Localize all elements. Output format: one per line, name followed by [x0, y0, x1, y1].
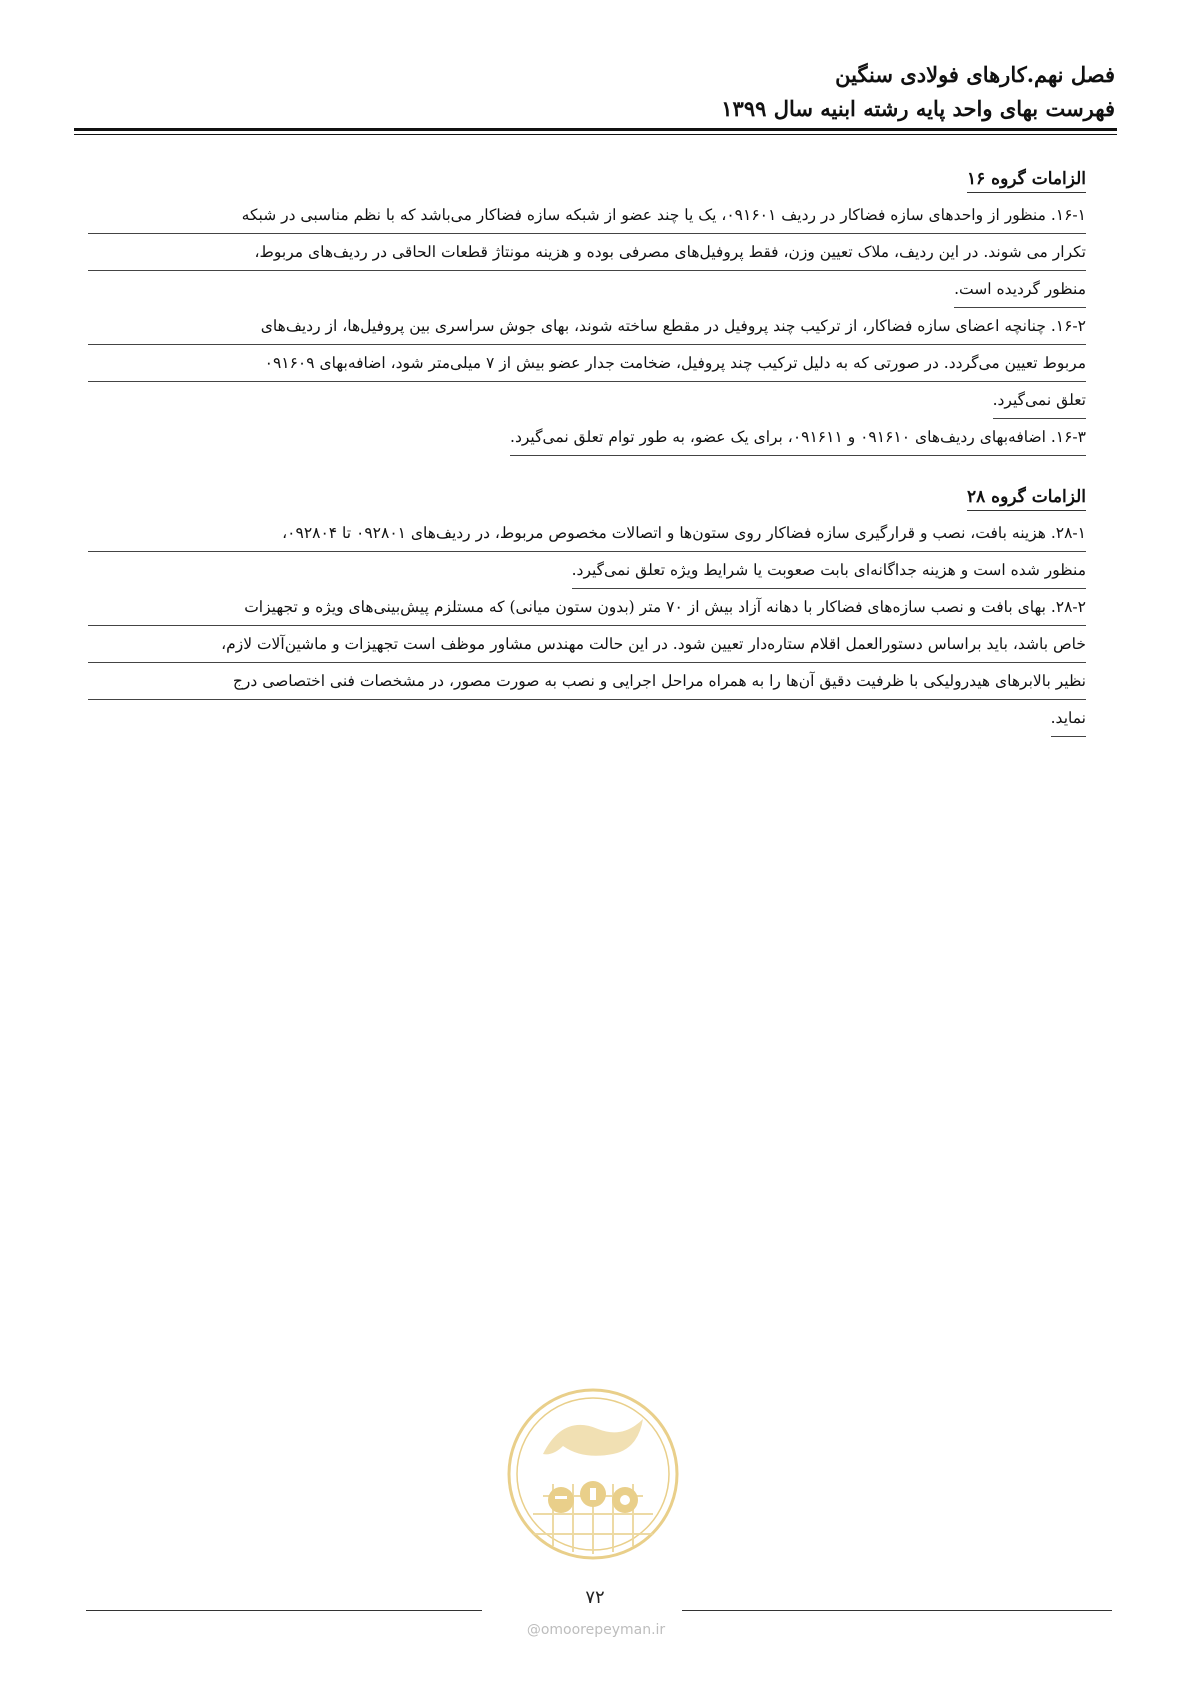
section-title: الزامات گروه ۱۶: [967, 166, 1086, 193]
clause-line: ۱۶-۳. اضافه‌بهای ردیف‌های ۰۹۱۶۱۰ و ۰۹۱۶۱۱، برای یک عضو، به طور توام تعلق نمی‌گیرد.: [510, 419, 1086, 456]
price-list-title: فهرست بهای واحد پایه رشته ابنیه سال ۱۳۹۹: [721, 96, 1115, 121]
clause-line: ۱۶-۱. منظور از واحدهای سازه فضاکار در ردیف ۰۹۱۶۰۱، یک یا چند عضو از شبکه سازه فضاکار می‌باشد که با نظم مناسبی در شبکه: [88, 197, 1086, 234]
clause-16-3: [88, 419, 1086, 456]
watermark-logo-icon: [503, 1384, 683, 1564]
page-header: [76, 58, 1115, 126]
section-group-16: [88, 166, 1086, 456]
clause-line: منظور شده است و هزینه جداگانه‌ای بابت صعوبت یا شرایط ویژه تعلق نمی‌گیرد.: [572, 552, 1086, 589]
footer-website-link[interactable]: @omoorepeyman.ir: [526, 1622, 666, 1638]
chapter-title: فصل نهم.کارهای فولادی سنگین: [835, 62, 1115, 87]
section-group-28: [88, 484, 1086, 737]
clause-line: ۲۸-۱. هزینه بافت، نصب و قرارگیری سازه فضاکار روی ستون‌ها و اتصالات مخصوص مربوط، در ردیف‌های ۰۹۲۸۰۱ تا ۰۹۲۸۰۴،: [88, 515, 1086, 552]
section-title: الزامات گروه ۲۸: [967, 484, 1086, 511]
header-divider-thin: [74, 134, 1117, 135]
clause-line: نماید.: [1051, 700, 1086, 737]
clause-16-1: [88, 197, 1086, 308]
page-content: [88, 166, 1086, 765]
clause-line: مربوط تعیین می‌گردد. در صورتی که به دلیل ترکیب چند پروفیل، ضخامت جدار عضو بیش از ۷ میلی‌متر شود، اضافه‌بهای ۰۹۱۶۰۹: [88, 345, 1086, 382]
clause-line: منظور گردیده است.: [954, 271, 1086, 308]
clause-line: ۲۸-۲. بهای بافت و نصب سازه‌های فضاکار با دهانه آزاد بیش از ۷۰ متر (بدون ستون میانی) که مستلزم پیش‌بینی‌های ویژه و تجهیزات: [88, 589, 1086, 626]
clause-line: تعلق نمی‌گیرد.: [993, 382, 1086, 419]
clause-line: خاص باشد، باید براساس دستورالعمل اقلام ستاره‌دار تعیین شود. در این حالت مهندس مشاور موظف است تجهیزات و ماشین‌آلات لازم،: [88, 626, 1086, 663]
footer-divider-right: [682, 1610, 1112, 1611]
header-divider-thick: [74, 128, 1117, 131]
clause-28-1: [88, 515, 1086, 589]
clause-16-2: [88, 308, 1086, 419]
clause-line: نظیر بالابرهای هیدرولیکی با ظرفیت دقیق آن‌ها را به همراه مراحل اجرایی و نصب به صورت مصور، در مشخصات فنی اختصاصی درج: [88, 663, 1086, 700]
clause-line: تکرار می شوند. در این ردیف، ملاک تعیین وزن، فقط پروفیل‌های مصرفی بوده و هزینه مونتاژ قطعات الحاقی در ردیف‌های مربوط،: [88, 234, 1086, 271]
clause-28-2: [88, 589, 1086, 737]
page-number: ۷۲: [585, 1587, 605, 1608]
footer-divider-left: [86, 1610, 482, 1611]
clause-line: ۱۶-۲. چنانچه اعضای سازه فضاکار، از ترکیب چند پروفیل در مقطع ساخته شوند، بهای جوش سراسری بین پروفیل‌ها، از ردیف‌های: [88, 308, 1086, 345]
